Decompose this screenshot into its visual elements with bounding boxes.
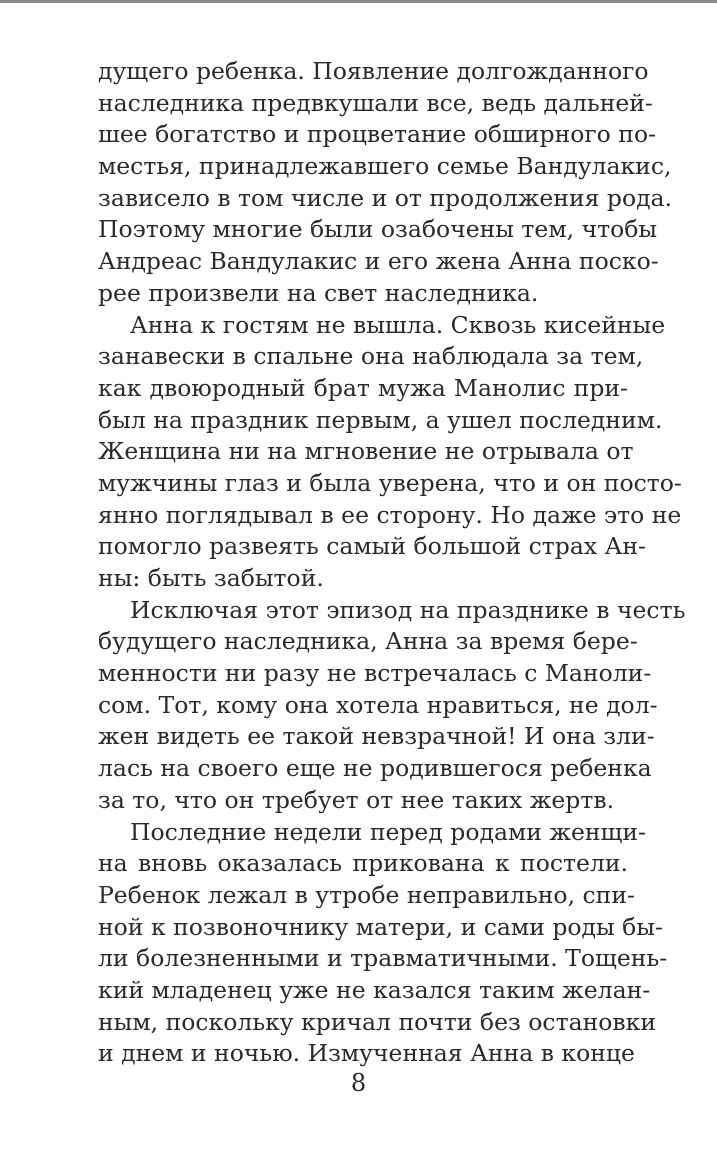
text-line: Ребенок лежал в утробе неправильно, спи- [98, 880, 635, 909]
text-line: ной к позвоночнику матери, и сами роды бы- [98, 912, 663, 941]
text-line: рее произвели на свет наследника. [98, 278, 539, 307]
text-line: Поэтому многие были озабочены тем, чтобы [98, 215, 658, 244]
paragraph-3 [98, 595, 686, 817]
text-line: ным, поскольку кричал почти без остановки [98, 1007, 656, 1036]
text-line: ли болезненными и травматичными. Тощень- [98, 944, 668, 973]
text-line: наследника предвкушали все, ведь дальней- [98, 88, 653, 117]
text-line: Андреас Вандулакис и его жена Анна поско- [98, 247, 659, 276]
text-line: лась на своего еще не родившегося ребенка [98, 754, 652, 783]
text-line: местья, принадлежавшего семье Вандулакис, [98, 152, 672, 181]
text-line: на вновь оказалась прикована к постели. [98, 849, 628, 878]
text-line: помогло развеять самый большой страх Ан- [98, 532, 646, 561]
text-line: будущего наследника, Анна за время бере- [98, 627, 638, 656]
book-page-text [98, 56, 686, 1070]
text-line: дущего ребенка. Появление долгожданного [98, 57, 649, 85]
text-line: занавески в спальне она наблюдала за тем, [98, 342, 644, 371]
text-line: зависело в том числе и от продолжения рода. [98, 183, 673, 212]
text-line: сом. Тот, кому она хотела нравиться, не дол- [98, 690, 658, 719]
text-line: Анна к гостям не вышла. Сквозь кисейные [130, 310, 666, 339]
text-line: Исключая этот эпизод на празднике в честь [130, 595, 686, 624]
text-line: янно поглядывал в ее сторону. Но даже это не [98, 500, 682, 529]
text-line: менности ни разу не встречалась с Маноли- [98, 659, 652, 688]
text-line: ны: быть забытой. [98, 564, 324, 592]
text-line: мужчины глаз и была уверена, что и он посто- [98, 468, 682, 497]
page-number: 8 [350, 1069, 367, 1097]
paragraph-4 [98, 817, 668, 1071]
paragraph-1 [98, 56, 673, 310]
paragraph-2 [98, 310, 682, 595]
text-line: жен видеть ее такой невзрачной! И она зли- [98, 722, 655, 751]
text-line: Последние недели перед родами женщи- [130, 817, 647, 846]
top-border-line [0, 0, 717, 3]
text-line: и днем и ночью. Измученная Анна в конце [98, 1039, 635, 1068]
text-line: шее богатство и процветание обширного по- [98, 120, 657, 149]
text-line: был на праздник первым, а ушел последним. [98, 405, 663, 434]
text-line: за то, что он требует от нее таких жертв. [98, 785, 615, 814]
text-line: как двоюродный брат мужа Манолис при- [98, 373, 628, 402]
text-line: кий младенец уже не казался таким желан- [98, 975, 651, 1004]
text-line: Женщина ни на мгновение не отрывала от [98, 437, 634, 466]
